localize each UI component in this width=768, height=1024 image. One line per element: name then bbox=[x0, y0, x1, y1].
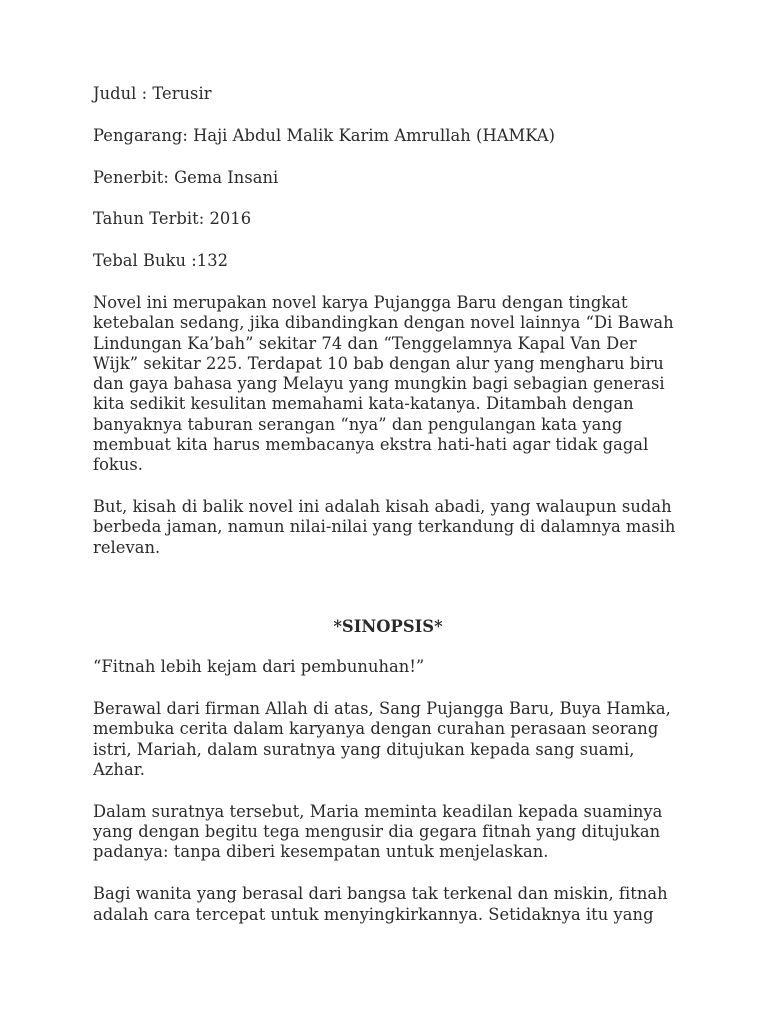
author-line: Pengarang: Haji Abdul Malik Karim Amrullah (HAMKA) bbox=[93, 125, 555, 145]
synopsis-paragraph-3: Bagi wanita yang berasal dari bangsa tak terkenal dan miskin, fitnah adalah cara tercepat untuk menyingkirkannya. Setidaknya itu yang bbox=[93, 884, 668, 924]
synopsis-paragraph-1: Berawal dari firman Allah di atas, Sang Pujangga Baru, Buya Hamka, membuka cerita dalam karyanya dengan curahan perasaan seorang istri, Mariah, dalam suratnya yang ditujukan kepada sang suami, Azhar. bbox=[93, 699, 671, 780]
document-page bbox=[93, 84, 683, 946]
synopsis-heading: *SINOPSIS* bbox=[333, 617, 443, 637]
review-paragraph-1: Novel ini merupakan novel karya Pujangga Baru dengan tingkat ketebalan sedang, jika dibandingkan dengan novel lainnya “Di Bawah Lindungan Ka’bah” sekitar 74 dan “Tenggelamnya Kapal Van Der Wijk” sekitar 225. Terdapat 10 bab dengan alur yang mengharu biru dan gaya bahasa yang Melayu yang mungkin bagi sebagian generasi kita sedikit kesulitan memahami kata-katanya. Ditambah dengan banyaknya taburan serangan “nya” dan pengulangan kata yang membuat kita harus membacanya ekstra hati-hati agar tidak gagal fokus. bbox=[93, 292, 674, 475]
title-line: Judul : Terusir bbox=[93, 84, 212, 103]
synopsis-quote: “Fitnah lebih kejam dari pembunuhan!” bbox=[93, 657, 425, 677]
book-metadata bbox=[93, 84, 683, 271]
year-line: Tahun Terbit: 2016 bbox=[93, 209, 252, 229]
synopsis-paragraph-2: Dalam suratnya tersebut, Maria meminta keadilan kepada suaminya yang dengan begitu tega mengusir dia gegara fitnah yang ditujukan padanya: tanpa diberi kesempatan untuk menjelaskan. bbox=[93, 801, 663, 862]
publisher-line: Penerbit: Gema Insani bbox=[93, 167, 279, 187]
pages-line: Tebal Buku :132 bbox=[93, 251, 229, 271]
review-paragraph-2: But, kisah di balik novel ini adalah kisah abadi, yang walaupun sudah berbeda jaman, namun nilai-nilai yang terkandung di dalamnya masih relevan. bbox=[93, 497, 676, 557]
